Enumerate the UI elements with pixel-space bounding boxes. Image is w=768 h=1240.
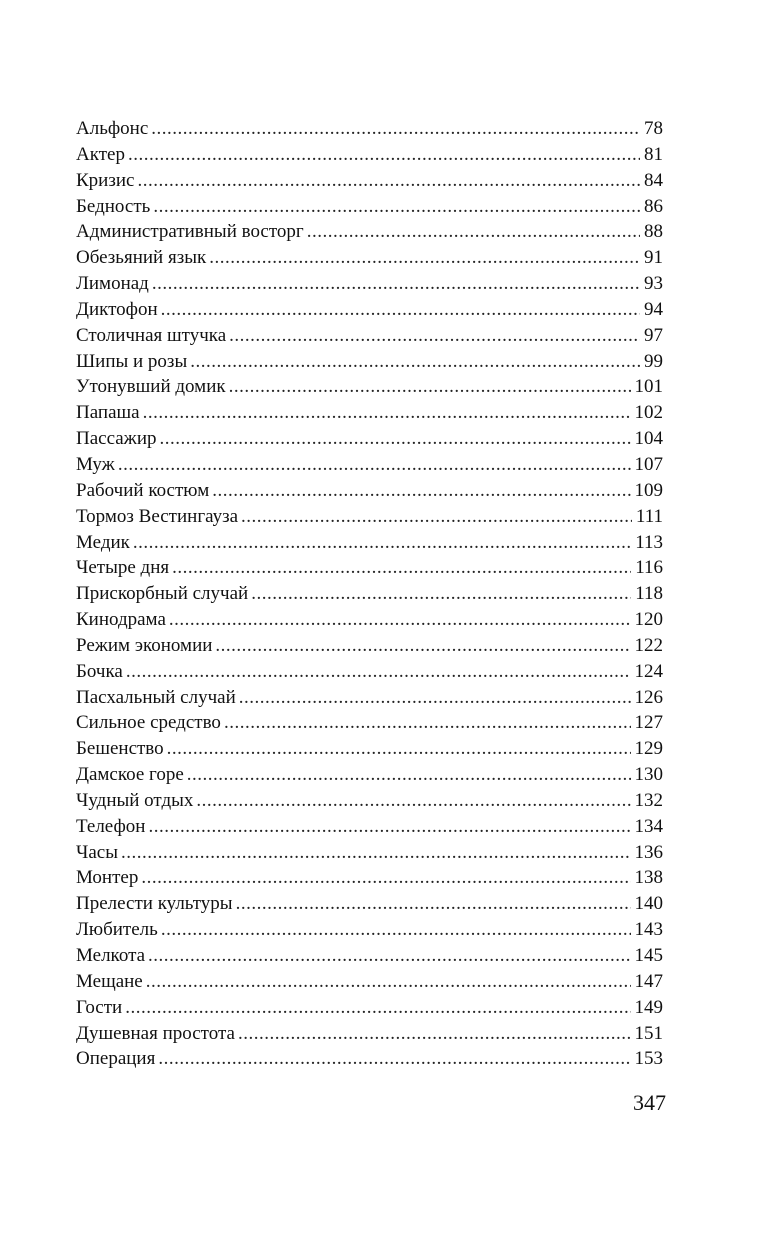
toc-entry-title: Дамское горе — [76, 764, 184, 786]
toc-entry-page: 120 — [634, 609, 663, 631]
toc-entry — [76, 1021, 663, 1047]
toc-entry — [76, 555, 663, 581]
toc-entry — [76, 840, 663, 866]
toc-entry-title: Тормоз Вестингауза — [76, 505, 239, 527]
toc-entry-title: Рабочий костюм — [76, 479, 210, 501]
toc-dot-leader — [161, 297, 640, 323]
toc-dot-leader — [251, 581, 631, 607]
toc-entry — [76, 814, 663, 840]
toc-dot-leader — [146, 969, 631, 995]
page-number: 347 — [633, 1090, 666, 1115]
toc-dot-leader — [190, 349, 640, 375]
toc-dot-leader — [152, 271, 640, 297]
toc-entry — [76, 969, 663, 995]
toc-entry-page: 153 — [634, 1048, 663, 1070]
toc-entry — [76, 478, 663, 504]
toc-entry-title: Пассажир — [76, 428, 157, 450]
toc-entry-title: Четыре дня — [76, 557, 170, 579]
toc-entry — [76, 762, 663, 788]
toc-dot-leader — [159, 426, 630, 452]
toc-entry — [76, 530, 663, 556]
toc-dot-leader — [187, 762, 631, 788]
toc-entry-page: 149 — [634, 996, 663, 1018]
toc-entry-title: Административный восторг — [76, 221, 304, 243]
toc-dot-leader — [148, 943, 630, 969]
toc-entry — [76, 710, 663, 736]
toc-entry — [76, 659, 663, 685]
toc-entry-title: Сильное средство — [76, 712, 221, 734]
toc-entry — [76, 374, 663, 400]
toc-entry-page: 116 — [635, 557, 663, 579]
toc-entry-title: Альфонс — [76, 118, 149, 139]
toc-entry — [76, 917, 663, 943]
toc-entry — [76, 633, 663, 659]
toc-dot-leader — [121, 840, 631, 866]
toc-entry — [76, 426, 663, 452]
toc-entry-page: 134 — [634, 815, 663, 837]
toc-dot-leader — [118, 452, 631, 478]
toc-entry-page: 101 — [634, 376, 663, 398]
toc-dot-leader — [239, 685, 631, 711]
toc-entry-title: Телефон — [76, 815, 146, 837]
toc-entry — [76, 891, 663, 917]
toc-entry-title: Любитель — [76, 919, 158, 941]
toc-entry — [76, 685, 663, 711]
toc-entry-title: Обезьяний язык — [76, 247, 207, 269]
toc-entry — [76, 142, 663, 168]
toc-dot-leader — [153, 194, 640, 220]
toc-entry-title: Муж — [76, 453, 115, 475]
toc-entry-title: Чудный отдых — [76, 789, 194, 811]
toc-entry-title: Кризис — [76, 169, 135, 191]
toc-entry — [76, 297, 663, 323]
toc-dot-leader — [167, 736, 631, 762]
toc-entry-title: Прелести культуры — [76, 893, 233, 915]
toc-entry-page: 84 — [644, 169, 663, 191]
toc-entry — [76, 219, 663, 245]
toc-dot-leader — [229, 323, 640, 349]
toc-entry — [76, 788, 663, 814]
toc-entry-title: Лимонад — [76, 273, 149, 295]
toc-entry — [76, 1046, 663, 1072]
toc-entry-title: Душевная простота — [76, 1022, 235, 1044]
toc-entry — [76, 245, 663, 271]
toc-entry — [76, 168, 663, 194]
toc-entry — [76, 504, 663, 530]
toc-entry-page: 97 — [644, 324, 663, 346]
toc-entry-page: 124 — [634, 660, 663, 682]
toc-entry-page: 81 — [644, 143, 663, 165]
toc-entry-page: 145 — [634, 945, 663, 966]
toc-entry-page: 88 — [644, 221, 663, 243]
table-of-contents — [76, 116, 663, 1072]
toc-entry — [76, 607, 663, 633]
toc-entry-title: Медик — [76, 531, 130, 553]
toc-entry-title: Пасхальный случай — [76, 686, 236, 708]
toc-dot-leader — [143, 400, 631, 426]
toc-entry-title: Мещане — [76, 970, 143, 992]
toc-dot-leader — [148, 814, 630, 840]
toc-dot-leader — [196, 788, 630, 814]
toc-entry — [76, 400, 663, 426]
toc-dot-leader — [229, 374, 631, 400]
toc-entry-page: 118 — [635, 583, 663, 605]
toc-entry-page: 127 — [634, 712, 663, 734]
toc-entry-page: 138 — [634, 867, 663, 889]
toc-dot-leader — [224, 710, 631, 736]
toc-entry — [76, 581, 663, 607]
toc-entry-page: 86 — [644, 195, 663, 217]
toc-entry-page: 140 — [634, 893, 663, 915]
toc-entry-page: 147 — [634, 970, 663, 992]
toc-entry-title: Папаша — [76, 402, 140, 424]
toc-entry-title: Шипы и розы — [76, 350, 188, 372]
toc-entry-page: 122 — [634, 634, 663, 656]
toc-entry-page: 143 — [634, 919, 663, 941]
toc-dot-leader — [151, 116, 640, 142]
toc-entry — [76, 271, 663, 297]
toc-dot-leader — [125, 995, 630, 1021]
toc-entry-page: 78 — [644, 118, 663, 139]
toc-dot-leader — [238, 1021, 631, 1047]
toc-dot-leader — [236, 891, 631, 917]
toc-entry-page: 102 — [634, 402, 663, 424]
toc-dot-leader — [169, 607, 631, 633]
toc-entry-page: 107 — [634, 453, 663, 475]
toc-entry-page: 109 — [634, 479, 663, 501]
toc-entry-page: 151 — [634, 1022, 663, 1044]
toc-entry-page: 126 — [634, 686, 663, 708]
toc-entry-title: Монтер — [76, 867, 139, 889]
toc-entry-title: Прискорбный случай — [76, 583, 249, 605]
toc-entry-page: 93 — [644, 273, 663, 295]
toc-dot-leader — [158, 1046, 630, 1072]
toc-entry — [76, 349, 663, 375]
toc-dot-leader — [212, 478, 630, 504]
toc-dot-leader — [215, 633, 630, 659]
toc-entry-page: 132 — [634, 789, 663, 811]
toc-entry — [76, 943, 663, 969]
toc-entry-title: Часы — [76, 841, 118, 863]
toc-entry — [76, 116, 663, 142]
toc-entry — [76, 736, 663, 762]
toc-entry — [76, 323, 663, 349]
toc-entry-title: Кинодрама — [76, 609, 166, 631]
toc-entry — [76, 865, 663, 891]
toc-entry-title: Диктофон — [76, 298, 158, 320]
toc-entry-page: 129 — [634, 738, 663, 760]
toc-entry-title: Операция — [76, 1048, 156, 1070]
toc-dot-leader — [128, 142, 640, 168]
toc-dot-leader — [137, 168, 640, 194]
toc-entry-title: Бешенство — [76, 738, 164, 760]
toc-entry-page: 130 — [634, 764, 663, 786]
toc-entry-page: 113 — [635, 531, 663, 553]
toc-entry-title: Столичная штучка — [76, 324, 227, 346]
toc-dot-leader — [172, 555, 631, 581]
toc-entry — [76, 995, 663, 1021]
toc-dot-leader — [126, 659, 631, 685]
toc-dot-leader — [241, 504, 632, 530]
toc-entry-page: 104 — [634, 428, 663, 450]
toc-dot-leader — [141, 865, 630, 891]
toc-entry-title: Режим экономии — [76, 634, 213, 656]
toc-entry-page: 136 — [634, 841, 663, 863]
toc-entry-page: 111 — [635, 505, 663, 527]
toc-entry — [76, 194, 663, 220]
toc-entry-title: Утонувший домик — [76, 376, 226, 398]
toc-entry-page: 94 — [644, 298, 663, 320]
toc-entry-page: 99 — [644, 350, 663, 372]
toc-entry-page: 91 — [644, 247, 663, 269]
toc-entry-title: Актер — [76, 143, 125, 165]
toc-entry-title: Гости — [76, 996, 123, 1018]
toc-entry — [76, 452, 663, 478]
toc-dot-leader — [307, 219, 640, 245]
toc-dot-leader — [133, 530, 631, 556]
toc-entry-title: Бочка — [76, 660, 123, 682]
toc-dot-leader — [161, 917, 631, 943]
toc-entry-title: Бедность — [76, 195, 151, 217]
toc-dot-leader — [209, 245, 640, 271]
toc-entry-title: Мелкота — [76, 945, 146, 966]
